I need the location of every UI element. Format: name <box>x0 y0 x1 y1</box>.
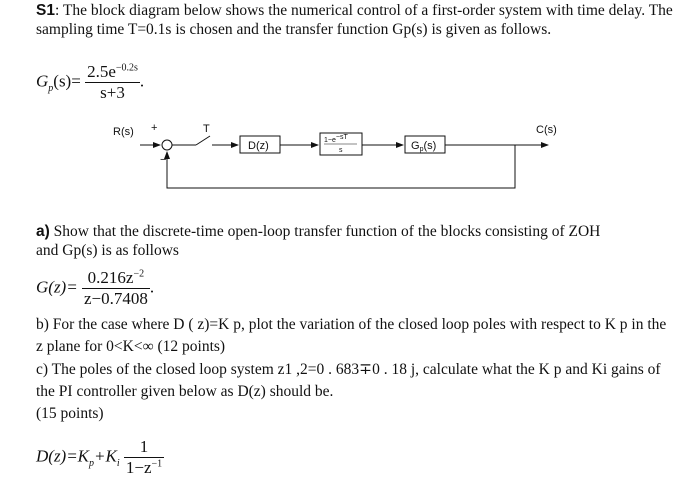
part-a-line2: and Gp(s) is as follows <box>36 242 179 259</box>
dz-equation: $D(z)=K_p+K_i$ $\frac{1}{1-z^{-1}}$ <box>36 437 163 477</box>
sampler-label: T <box>203 123 210 135</box>
part-b-line2: z plane for 0<K<∞ (12 points) <box>36 338 226 355</box>
summing-minus: − <box>160 154 167 166</box>
gp-equation: $G_p(s)=$ $\frac{2.5e^{-0.2s}}{s+3}$ . <box>36 62 145 102</box>
zoh-numerator: 1−e−sT <box>324 134 348 144</box>
sampler-switch <box>196 136 210 145</box>
block-diagram <box>0 115 700 195</box>
part-b-line1: b) For the case where D ( z)=K p, plot the variation of the closed loop poles with respect to K p in the <box>36 316 667 333</box>
problem-intro-line1: S1: The block diagram below shows the numerical control of a first-order system with time delay. The <box>36 2 673 19</box>
problem-id: S1 <box>36 2 55 19</box>
part-c-points: (15 points) <box>36 405 104 422</box>
output-label: C(s) <box>536 124 557 136</box>
part-a-line1: a) Show that the discrete-time open-loop transfer function of the blocks consisting of ZOH <box>36 223 601 240</box>
gp-fraction: $\frac{2.5e^{-0.2s}}{s+3}$ <box>87 62 138 102</box>
plant-label: Gp(s) <box>411 140 437 153</box>
summing-junction <box>162 140 172 150</box>
part-a-label: a) <box>36 223 50 240</box>
dz-fraction: $\frac{1}{1-z^{-1}}$ <box>125 437 163 477</box>
zoh-denominator: s <box>339 147 343 154</box>
gz-equation: G(z)= $\frac{0.216z^{-2}}{z-0.7408}$ . <box>36 268 155 308</box>
controller-label: D(z) <box>248 140 269 152</box>
summing-plus: + <box>151 122 158 134</box>
gz-fraction: $\frac{0.216z^{-2}}{z-0.7408}$ <box>83 268 148 308</box>
problem-intro-line2: sampling time T=0.1s is chosen and the transfer function Gp(s) is given as follows. <box>36 21 552 38</box>
part-c-line2: the PI controller given below as D(z) should be. <box>36 383 334 400</box>
input-label: R(s) <box>113 126 134 138</box>
part-c-line1: c) The poles of the closed loop system z1 ,2=0 . 683∓0 . 18 j, calculate what the K p and Ki gains of <box>36 361 661 378</box>
